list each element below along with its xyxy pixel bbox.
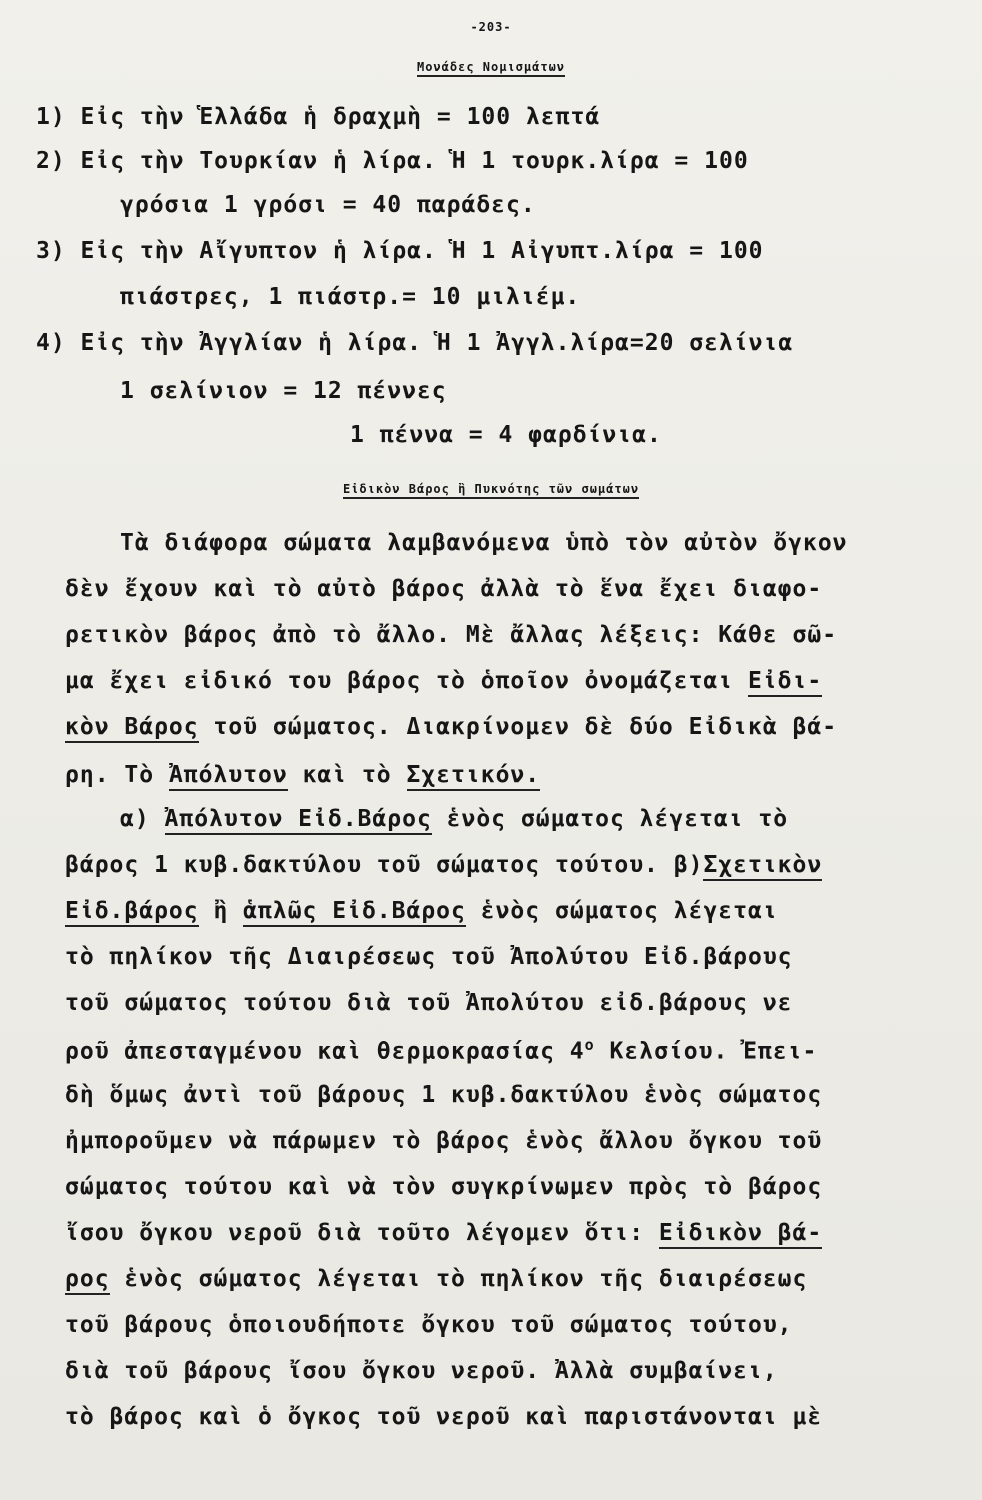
body-line-7-text-c: ἑνὸς σώματος λέγεται τὸ bbox=[431, 806, 789, 832]
body-line-7 bbox=[120, 806, 788, 832]
currency-line-7: 1 σελίνιον = 12 πέννες bbox=[120, 378, 447, 404]
body-line-3: ρετικὸν βάρος ἀπὸ τὸ ἄλλο. Μὲ ἄλλας λέξεις: Κάθε σῶ- bbox=[65, 622, 838, 648]
body-line-9-text-b: ἢ bbox=[198, 898, 244, 924]
specific-gravity-heading-text: Εἰδικὸν Βάρος ἢ Πυκνότης τῶν σωμάτων bbox=[343, 482, 639, 499]
body-line-20: τὸ βάρος καὶ ὁ ὄγκος τοῦ νεροῦ καὶ παριστάνονται μὲ bbox=[65, 1404, 823, 1430]
body-line-8-text: βάρος 1 κυβ.δακτύλου τοῦ σώματος τούτου. β) bbox=[65, 852, 704, 878]
body-line-19: διὰ τοῦ βάρους ἴσου ὄγκου νεροῦ. Ἀλλὰ συμβαίνει, bbox=[65, 1358, 778, 1384]
body-line-2: δὲν ἔχουν καὶ τὸ αὐτὸ βάρος ἀλλὰ τὸ ἕνα ἔχει διαφο- bbox=[65, 576, 823, 602]
body-line-5 bbox=[65, 714, 837, 740]
term-absolute: Ἀπόλυτον bbox=[169, 762, 288, 791]
term-relative-part2: Εἰδ.βάρος bbox=[65, 898, 199, 927]
term-relative: Σχετικόν. bbox=[407, 762, 541, 791]
body-line-6-text-a: ρη. Τὸ bbox=[65, 762, 169, 788]
body-line-6 bbox=[65, 762, 540, 788]
body-line-12-text-b: Κελσίου. Ἐπει- bbox=[594, 1038, 818, 1065]
currency-line-5: πιάστρες, 1 πιάστρ.= 10 μιλιέμ. bbox=[120, 284, 581, 310]
currency-line-2: 2) Εἰς τὴν Τουρκίαν ἡ λίρα. Ἡ 1 τουρκ.λίρα = 100 bbox=[36, 148, 749, 174]
body-line-6-text-c: καὶ τὸ bbox=[287, 762, 407, 788]
specific-gravity-heading bbox=[0, 482, 982, 496]
body-line-9-text-d: ἑνὸς σώματος λέγεται bbox=[465, 898, 778, 924]
degree-mark: o bbox=[584, 1036, 595, 1054]
currency-line-6: 4) Εἰς τὴν Ἀγγλίαν ἡ λίρα. Ἡ 1 Ἀγγλ.λίρα=20 σελίνια bbox=[36, 330, 794, 356]
body-line-12 bbox=[65, 1036, 817, 1065]
currency-line-1: 1) Εἰς τὴν Ἑλλάδα ἡ δραχμὴ = 100 λεπτά bbox=[36, 104, 601, 130]
body-line-14: ἠμποροῦμεν νὰ πάρωμεν τὸ βάρος ἑνὸς ἄλλου ὄγκου τοῦ bbox=[65, 1128, 823, 1154]
body-line-15: σώματος τούτου καὶ νὰ τὸν συγκρίνωμεν πρὸς τὸ βάρος bbox=[65, 1174, 823, 1200]
body-line-5-text: τοῦ σώματος. Διακρίνομεν δὲ δύο Εἰδικὰ βά- bbox=[198, 714, 838, 740]
body-line-12-text-a: ροῦ ἀπεσταγμένου καὶ θερμοκρασίας 4 bbox=[65, 1038, 585, 1065]
body-line-8 bbox=[65, 852, 822, 878]
currency-heading bbox=[0, 60, 982, 74]
term-relative-part1: Σχετικὸν bbox=[703, 852, 822, 881]
body-line-1: Τὰ διάφορα σώματα λαμβανόμενα ὑπὸ τὸν αὐτὸν ὄγκον bbox=[120, 530, 848, 556]
page-number: -203- bbox=[470, 20, 512, 34]
body-line-7-text-a: α) bbox=[120, 806, 165, 832]
currency-line-8: 1 πέννα = 4 φαρδίνια. bbox=[350, 422, 662, 448]
term-specific-weight-part2: κὸν Βάρος bbox=[65, 714, 199, 743]
term-absolute-specific-weight: Ἀπόλυτον Εἰδ.Βάρος bbox=[165, 806, 432, 835]
body-line-17 bbox=[65, 1266, 807, 1292]
term-specific-gravity-part2: ρος bbox=[65, 1266, 110, 1295]
currency-heading-text: Μονάδες Νομισμάτων bbox=[417, 60, 565, 77]
body-line-16 bbox=[65, 1220, 822, 1246]
term-simply-specific-weight: ἁπλῶς Εἰδ.Βάρος bbox=[243, 898, 466, 927]
body-line-4-text: μα ἔχει εἰδικό του βάρος τὸ ὁποῖον ὀνομάζεται bbox=[65, 668, 748, 694]
body-line-10: τὸ πηλίκον τῆς Διαιρέσεως τοῦ Ἀπολύτου Εἰδ.βάρους bbox=[65, 944, 793, 970]
body-line-17-text: ἑνὸς σώματος λέγεται τὸ πηλίκον τῆς διαιρέσεως bbox=[109, 1266, 808, 1292]
body-line-11: τοῦ σώματος τούτου διὰ τοῦ Ἀπολύτου εἰδ.βάρους νε bbox=[65, 990, 793, 1016]
body-line-18: τοῦ βάρους ὁποιουδήποτε ὄγκου τοῦ σώματος τούτου, bbox=[65, 1312, 793, 1338]
body-line-4 bbox=[65, 668, 822, 694]
body-line-9 bbox=[65, 898, 778, 924]
term-specific-weight-part1: Εἰδι- bbox=[748, 668, 822, 697]
body-line-13: δὴ ὅμως ἀντὶ τοῦ βάρους 1 κυβ.δακτύλου ἑνὸς σώματος bbox=[65, 1082, 823, 1108]
term-specific-gravity-part1: Εἰδικὸν βά- bbox=[659, 1220, 822, 1249]
body-line-16-text: ἴσου ὄγκου νεροῦ διὰ τοῦτο λέγομεν ὅτι: bbox=[65, 1220, 659, 1246]
currency-line-3: γρόσια 1 γρόσι = 40 παράδες. bbox=[120, 192, 536, 218]
currency-line-4: 3) Εἰς τὴν Αἴγυπτον ἡ λίρα. Ἡ 1 Αἰγυπτ.λίρα = 100 bbox=[36, 238, 764, 264]
